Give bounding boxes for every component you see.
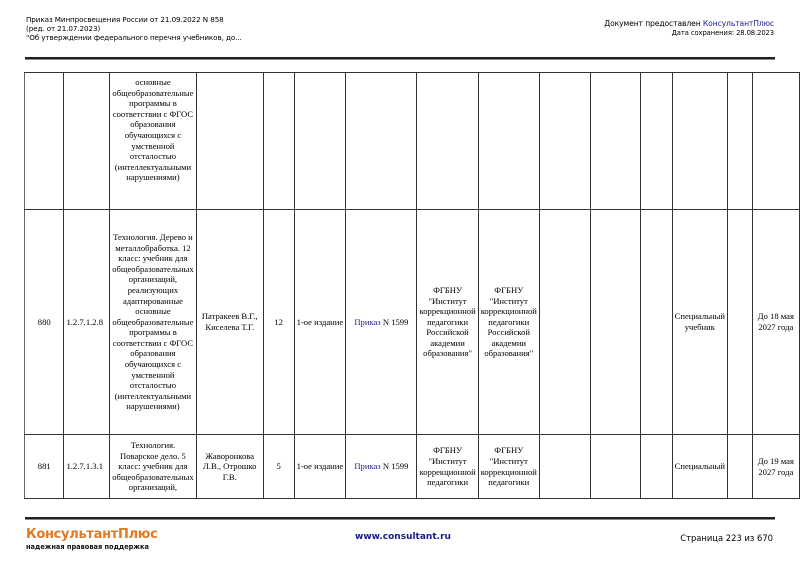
cell-num: 881 — [25, 435, 64, 499]
cell-grade: 5 — [263, 435, 294, 499]
document-header-title — [26, 15, 242, 42]
footer-tagline: надежная правовая поддержка — [26, 543, 149, 551]
cell-deadline — [752, 73, 799, 210]
cell-order: Приказ N 1599 — [346, 435, 417, 499]
cell-special: Специальный — [672, 435, 727, 499]
cell-deadline: До 19 мая 2027 года — [752, 435, 799, 499]
footer-brand-logo: КонсультантПлюс — [26, 527, 158, 542]
order-link[interactable]: Приказ — [354, 461, 381, 472]
cell-authors: Патракеев В.Г., Киселева Т.Г. — [196, 210, 263, 435]
document-header-provider — [604, 19, 774, 38]
cell-c13 — [641, 73, 672, 210]
doc-title-line1: Приказ Минпросвещения России от 21.09.2022 N 858 — [26, 15, 224, 24]
cell-c15 — [728, 73, 753, 210]
order-link[interactable]: Приказ — [354, 316, 381, 327]
cell-publisher — [417, 73, 478, 210]
cell-authors: Жаворонкова Л.В., Отрошко Г.В. — [196, 435, 263, 499]
save-date: Дата сохранения: 28.08.2023 — [671, 28, 774, 37]
cell-order — [346, 73, 417, 210]
cell-edition — [294, 73, 346, 210]
cell-c12 — [590, 435, 641, 499]
cell-edition: 1-ое издание — [294, 435, 346, 499]
cell-name: Технология. Поварское дело. 5 класс: учебник для общеобразовательных организаций, — [110, 435, 197, 499]
cell-c15 — [728, 210, 753, 435]
cell-code — [64, 73, 110, 210]
cell-order: Приказ N 1599 — [346, 210, 417, 435]
cell-rights-holder: ФГБНУ "Институт коррекционной педагогики — [478, 435, 539, 499]
cell-publisher: ФГБНУ "Институт коррекционной педагогики Российской академии образования" — [417, 210, 478, 435]
cell-special — [672, 73, 727, 210]
cell-code: 1.2.7.1.2.8 — [64, 210, 110, 435]
cell-c12 — [590, 73, 641, 210]
table-row — [25, 435, 800, 499]
doc-title-line2: (ред. от 21.07.2023) — [26, 24, 101, 33]
doc-title-line3: "Об утверждении федерального перечня учебников, до... — [26, 33, 242, 42]
cell-publisher: ФГБНУ "Институт коррекционной педагогики — [417, 435, 478, 499]
cell-grade — [263, 73, 294, 210]
cell-c11 — [539, 435, 590, 499]
cell-c15 — [728, 435, 753, 499]
cell-rights-holder — [478, 73, 539, 210]
cell-num: 880 — [25, 210, 64, 435]
cell-grade: 12 — [263, 210, 294, 435]
cell-edition: 1-ое издание — [294, 210, 346, 435]
page-indicator: Страница 223 из 670 — [680, 533, 773, 543]
footer-url-link[interactable]: www.consultant.ru — [355, 532, 451, 542]
cell-name: основные общеобразовательные программы в соответствии с ФГОС образования обучающихся с умственной отсталостью (интеллектуальными нарушениями) — [110, 73, 197, 210]
cell-rights-holder: ФГБНУ "Институт коррекционной педагогики Российской академии образования" — [478, 210, 539, 435]
cell-c13 — [641, 210, 672, 435]
cell-c12 — [590, 210, 641, 435]
cell-c11 — [539, 210, 590, 435]
provider-brand-link[interactable]: КонсультантПлюс — [702, 19, 774, 28]
footer-divider — [25, 517, 775, 520]
cell-c11 — [539, 73, 590, 210]
table-row — [25, 210, 800, 435]
cell-special: Специальный учебник — [672, 210, 727, 435]
cell-deadline: До 18 мая 2027 года — [752, 210, 799, 435]
table-row — [25, 73, 800, 210]
cell-authors — [196, 73, 263, 210]
cell-code: 1.2.7.1.3.1 — [64, 435, 110, 499]
cell-num — [25, 73, 64, 210]
header-divider — [25, 57, 775, 60]
cell-name: Технология. Дерево и металлобработка. 12 класс: учебник для общеобразовательных организаций, реализующих адаптированные основные общеобразовательные программы в соответствии с ФГОС образования обучающихся с умственной отсталостью (интеллектуальными нарушениями) — [110, 210, 197, 435]
textbook-list-table — [24, 72, 800, 499]
cell-c13 — [641, 435, 672, 499]
provided-by-label: Документ предоставлен — [604, 19, 703, 28]
